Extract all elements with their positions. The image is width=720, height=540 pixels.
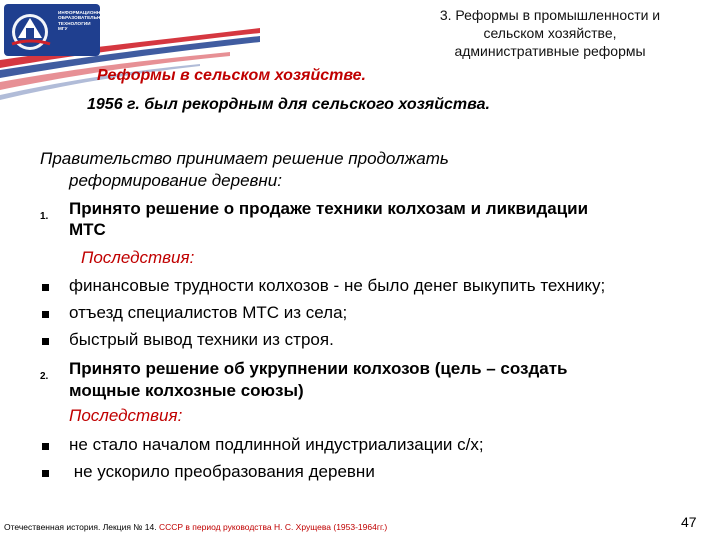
page-number: 47 [681,514,697,530]
bullet-square-icon [42,284,49,291]
logo-line: ТЕХНОЛОГИИ [58,20,91,26]
list-number-1: 1. [40,211,49,222]
bullet-square-icon [42,311,49,318]
list-number-2: 2. [40,371,49,382]
bullet-square-icon [42,338,49,345]
topic-line-1: 3. Реформы в промышленности и [439,7,661,23]
footer-lecture-topic: СССР в период руководства Н. С. Хрущева (1953-1964гг.) [158,522,388,532]
section-title: Реформы в сельском хозяйстве. [97,67,366,84]
logo-text [58,10,109,32]
item1-line-2: МТС [69,220,106,239]
intro-line-2: реформирование деревни: [69,171,282,190]
consequences-heading-1: Последствия: [81,248,195,267]
footer-course-text: Отечественная история. Лекция № 14. [4,522,159,532]
slide-topic-header [385,6,715,60]
consequence-2-2: не ускорило преобразования деревни [69,462,375,481]
bullet-square-icon [42,443,49,450]
consequence-1-2: отъезд специалистов МТС из села; [69,303,348,322]
consequence-1-1: финансовые трудности колхозов - не было денег выкупить технику; [69,276,606,295]
consequence-1-3: быстрый вывод техники из строя. [69,330,334,349]
university-logo [4,4,109,56]
item2-line-2: мощные колхозные союзы) [69,381,304,400]
logo-line: ОБРАЗОВАТЕЛЬНЫЕ [58,15,109,21]
item1-line-1: Принято решение о продаже техники колхозам и ликвидации [69,199,589,218]
bullet-square-icon [42,470,49,477]
logo-line: ИНФОРМАЦИОННЫЕ [58,10,109,15]
lecture-footer [4,522,387,532]
record-year-statement: 1956 г. был рекордным для сельского хозяйства. [87,96,490,113]
intro-line-1: Правительство принимает решение продолжать [40,149,449,168]
item2-line-1: Принято решение об укрупнении колхозов (цель – создать [69,359,568,378]
logo-line: МГУ [58,26,68,32]
consequences-heading-2: Последствия: [69,406,183,425]
topic-line-2: сельском хозяйстве, [483,25,617,41]
consequence-2-1: не стало началом подлинной индустриализации с/х; [69,435,484,454]
topic-line-3: административные реформы [454,43,646,59]
